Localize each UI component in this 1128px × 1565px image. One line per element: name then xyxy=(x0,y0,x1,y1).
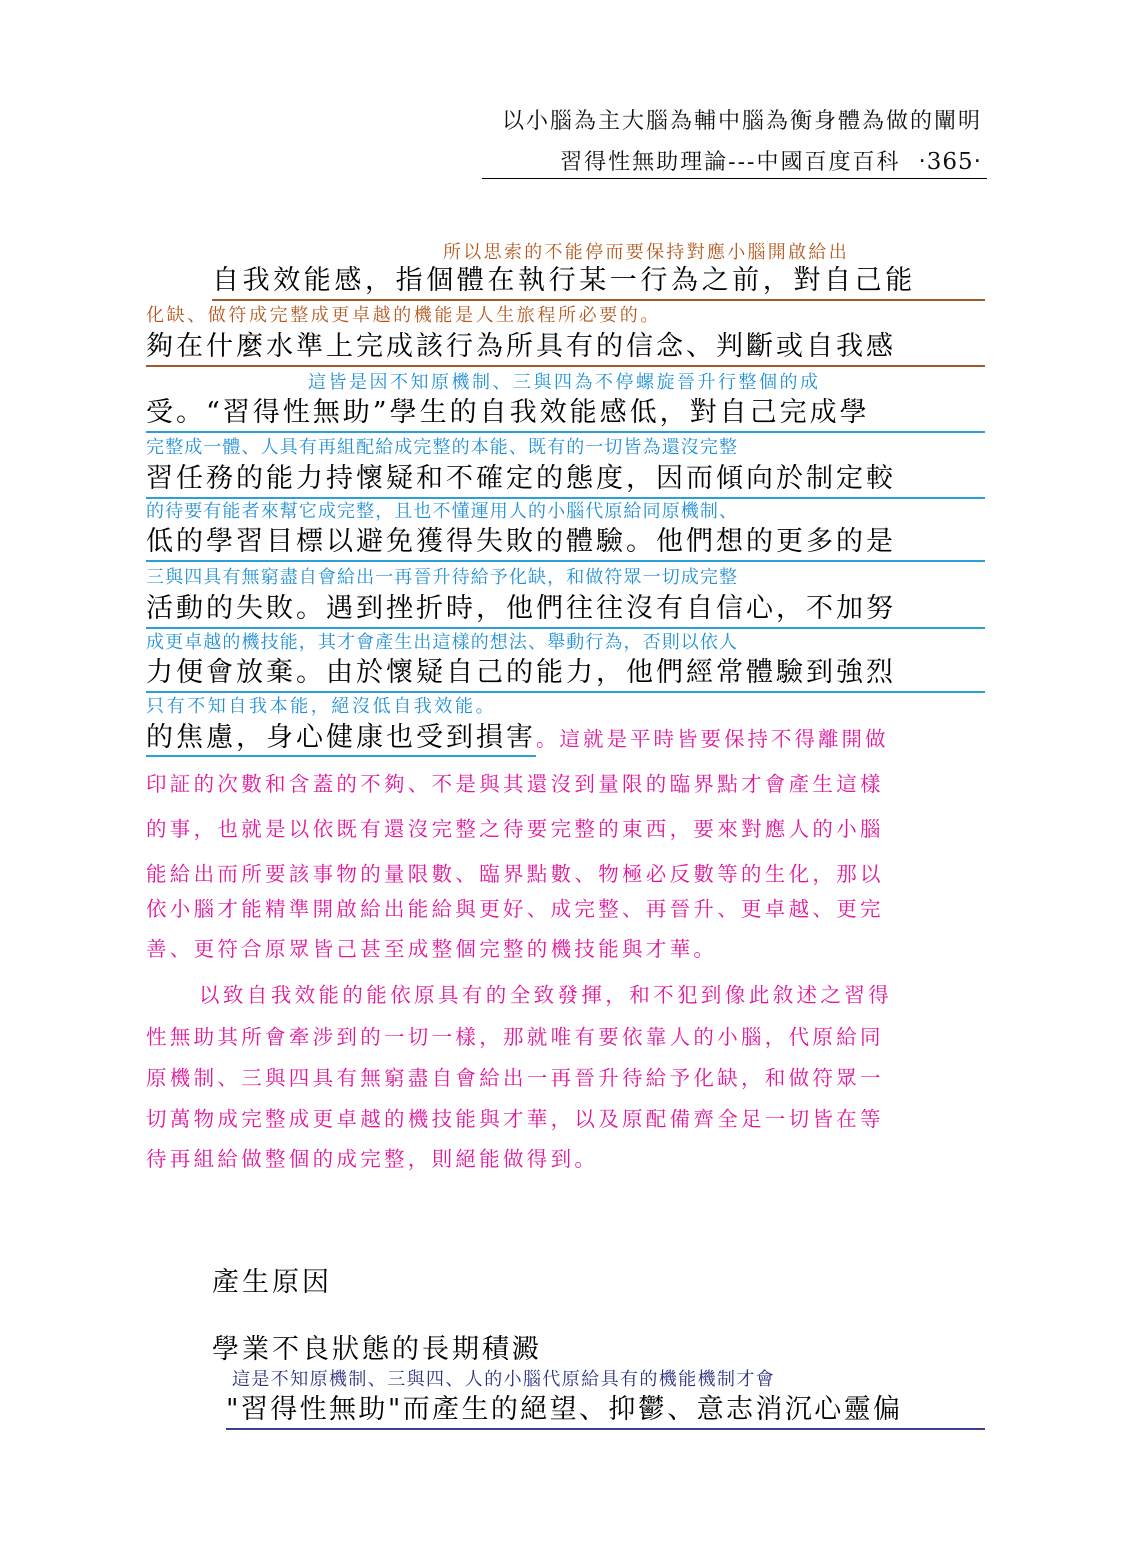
section-heading: 產生原因 xyxy=(212,1267,332,1298)
pink-annotation-inline: 。這就是平時皆要保持不得離開做 xyxy=(536,727,889,751)
running-header-title: 以小腦為主大腦為輔中腦為衡身體為做的闡明 xyxy=(501,109,982,134)
section-subheading: 學業不良狀態的長期積澱 xyxy=(212,1334,542,1365)
body-line-mixed xyxy=(146,715,889,754)
pink-text-line: 待再組給做整個的成完整，則絕能做得到。 xyxy=(146,1147,599,1171)
annotation-line: 所以思索的不能停而要保持對應小腦開啟給出 xyxy=(443,242,849,263)
pink-text-line: 性無助其所會牽涉到的一切一樣，那就唯有要依靠人的小腦，代原給同 xyxy=(146,1025,884,1049)
pink-text-line: 以致自我效能的能依原具有的全致發揮，和不犯到像此敘述之習得 xyxy=(199,983,893,1007)
pink-text-line: 原機制、三與四具有無窮盡自會給出一再晉升待給予化缺，和做符眾一 xyxy=(146,1066,884,1090)
annotation-line: 這皆是因不知原機制、三與四為不停螺旋晉升行整個的成 xyxy=(308,372,821,393)
body-line: 活動的失敗。遇到挫折時，他們往往沒有自信心，不加努 xyxy=(146,586,985,629)
annotation-line: 只有不知自我本能，絕沒低自我效能。 xyxy=(146,696,497,717)
body-line: 受。“習得性無助”學生的自我效能感低，對自己完成學 xyxy=(146,390,985,433)
header-rule xyxy=(482,178,987,179)
pink-text-line: 依小腦才能精準開啟給出能給與更好、成完整、再晉升、更卓越、更完 xyxy=(146,897,884,921)
annotation-line: 成更卓越的機技能，其才會產生出這樣的想法、舉動行為，否則以依人 xyxy=(146,632,739,653)
body-line: 習任務的能力持懷疑和不確定的態度，因而傾向於制定較 xyxy=(146,456,985,499)
body-line: 低的學習目標以避免獲得失敗的體驗。他們想的更多的是 xyxy=(146,519,985,562)
running-header-subtitle xyxy=(560,145,982,176)
body-line: "習得性無助"而產生的絕望、抑鬱、意志消沉心靈偏 xyxy=(226,1387,985,1430)
annotation-line: 化缺、做符成完整成更卓越的機能是人生旅程所必要的。 xyxy=(146,305,661,326)
body-line-underlined: 的焦慮，身心健康也受到損害 xyxy=(146,722,536,757)
pink-text-line: 善、更符合原眾皆己甚至成整個完整的機技能與才華。 xyxy=(146,937,718,961)
annotation-line: 完整成一體、人具有再組配給成完整的本能、既有的一切皆為還沒完整 xyxy=(146,437,739,458)
annotation-line: 的待要有能者來幫它成完整，且也不懂運用人的小腦代原給同原機制、 xyxy=(146,501,739,522)
page-number: ‧365‧ xyxy=(918,149,982,175)
pink-text-line: 能給出而所要該事物的量限數、臨界點數、物極必反數等的生化，那以 xyxy=(146,862,884,886)
annotation-line: 三與四具有無窮盡自會給出一再晉升待給予化缺，和做符眾一切成完整 xyxy=(146,567,739,588)
body-line: 夠在什麼水準上完成該行為所具有的信念、判斷或自我感 xyxy=(146,324,985,367)
header-source: 習得性無助理論---中國百度百科 xyxy=(560,150,901,175)
annotation-line: 這是不知原機制、三與四、人的小腦代原給具有的機能機制才會 xyxy=(232,1369,776,1390)
pink-text-line: 的事，也就是以依既有還沒完整之待要完整的東西，要來對應人的小腦 xyxy=(146,817,884,841)
pink-text-line: 切萬物成完整成更卓越的機技能與才華，以及原配備齊全足一切皆在等 xyxy=(146,1107,884,1131)
pink-text-line: 印証的次數和含蓋的不夠、不是與其還沒到量限的臨界點才會產生這樣 xyxy=(146,772,884,796)
body-line: 自我效能感，指個體在執行某一行為之前，對自己能 xyxy=(212,258,985,301)
body-line: 力便會放棄。由於懷疑自己的能力，他們經常體驗到強烈 xyxy=(146,650,985,693)
